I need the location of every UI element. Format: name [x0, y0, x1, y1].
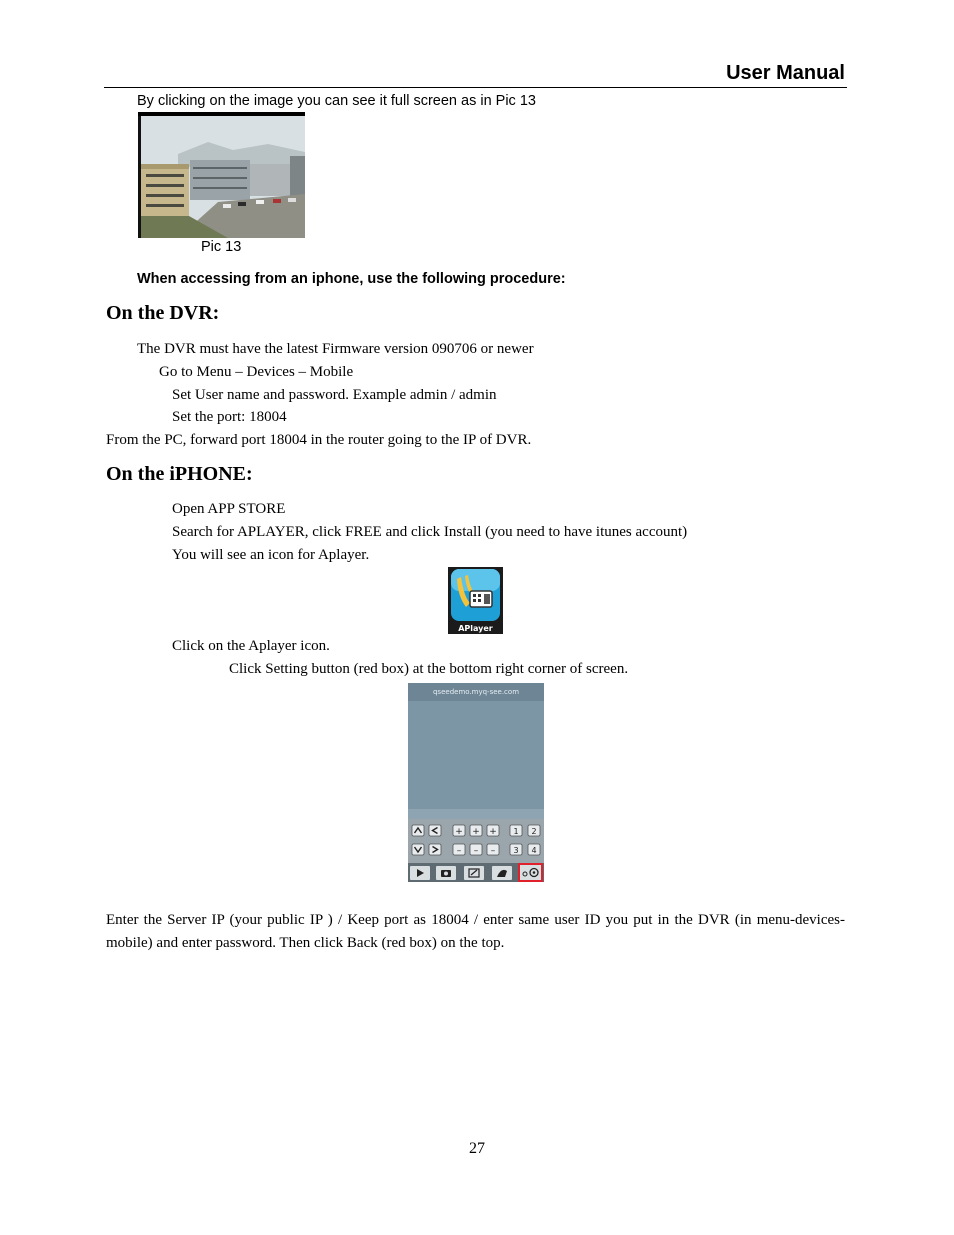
- dvr-line-menu: Go to Menu – Devices – Mobile: [159, 364, 354, 380]
- iphone-line-appstore: Open APP STORE: [172, 501, 286, 517]
- tilt-up-button[interactable]: [412, 825, 424, 836]
- dvr-line-credentials: Set User name and password. Example admin / admin: [172, 387, 497, 403]
- dvr-line-forward: From the PC, forward port 18004 in the router going to the IP of DVR.: [106, 432, 532, 448]
- iris-open-label: +: [489, 827, 497, 837]
- dvr-heading: On the DVR:: [106, 302, 220, 324]
- dvr-line-firmware: The DVR must have the latest Firmware version 090706 or newer: [137, 341, 534, 357]
- iphone-line-icon: You will see an icon for Aplayer.: [172, 547, 370, 563]
- page-number: 27: [469, 1140, 485, 1157]
- zoom-in-label: +: [455, 827, 463, 837]
- iphone-line-search: Search for APLAYER, click FREE and click Install (you need to have itunes account): [172, 524, 688, 540]
- channel-2-label: 2: [531, 827, 537, 836]
- pan-right-button[interactable]: [429, 844, 441, 855]
- iphone-note: When accessing from an iphone, use the following procedure:: [137, 271, 566, 287]
- tilt-down-button[interactable]: [412, 844, 424, 855]
- iphone-heading: On the iPHONE:: [106, 463, 253, 485]
- channel-1-label: 1: [513, 827, 519, 836]
- pic13-caption: Pic 13: [201, 239, 242, 255]
- header-divider: [104, 87, 847, 88]
- pic13-photo: [138, 112, 305, 238]
- focus-out-label: –: [473, 846, 479, 856]
- aplayer-app-icon[interactable]: [448, 567, 503, 634]
- screen-url: qseedemo.myq-see.com: [432, 688, 520, 696]
- channel-3-label: 3: [513, 846, 519, 855]
- iris-close-label: –: [490, 846, 496, 856]
- iphone-line-click-icon: Click on the Aplayer icon.: [172, 638, 330, 654]
- focus-in-label: +: [472, 827, 480, 837]
- iphone-line-settings: Click Setting button (red box) at the bottom right corner of screen.: [229, 661, 629, 677]
- pan-left-button[interactable]: [429, 825, 441, 836]
- zoom-out-label: –: [456, 846, 462, 856]
- dvr-line-port: Set the port: 18004: [172, 409, 287, 425]
- channel-4-label: 4: [531, 846, 537, 855]
- header-title: User Manual: [726, 62, 845, 84]
- intro-text: By clicking on the image you can see it full screen as in Pic 13: [137, 93, 536, 109]
- aplayer-icon-label: APlayer: [458, 624, 493, 633]
- final-paragraph: Enter the Server IP (your public IP ) / Keep port as 18004 / enter same user ID you put in the DVR (in menu-devices-mobile) and enter password. Then click Back (red box) on the top.: [106, 912, 845, 951]
- aplayer-screen-screenshot: [408, 683, 544, 882]
- pic13-image[interactable]: [138, 112, 305, 238]
